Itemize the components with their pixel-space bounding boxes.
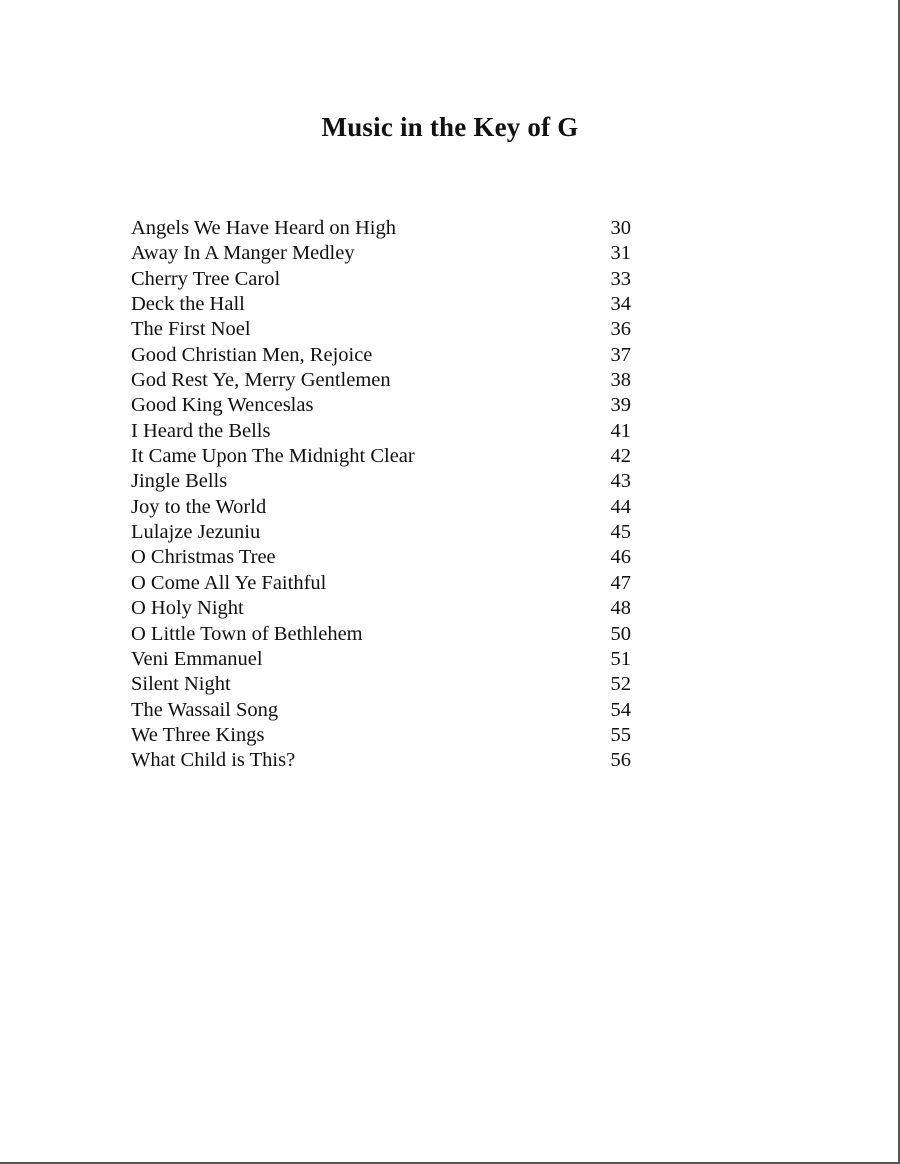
toc-entry-title: Silent Night	[131, 673, 231, 696]
toc-entry	[131, 596, 631, 621]
toc-entry-title: Good King Wenceslas	[131, 394, 314, 417]
toc-entry	[131, 545, 631, 570]
toc-entry	[131, 267, 631, 292]
page-title: Music in the Key of G	[321, 112, 579, 142]
toc-entry-page: 43	[610, 470, 631, 493]
toc-entry-page: 48	[610, 597, 631, 620]
toc-entry-title: Veni Emmanuel	[131, 647, 263, 670]
toc-entry-title: We Three Kings	[131, 723, 265, 746]
toc-entry	[131, 368, 631, 393]
toc-entry-page: 52	[610, 673, 631, 696]
toc-entry-page: 34	[610, 293, 631, 316]
toc-entry-title: I Heard the Bells	[131, 419, 271, 442]
toc-entry-page: 37	[610, 343, 631, 366]
toc-entry	[131, 571, 631, 596]
toc-entry-title: Away In A Manger Medley	[131, 242, 355, 265]
toc-entry-title: Angels We Have Heard on High	[131, 217, 396, 239]
toc-entry-page: 45	[610, 521, 631, 544]
toc-entry	[131, 241, 631, 266]
toc-entry	[131, 723, 631, 748]
toc-entry-page: 30	[610, 217, 631, 239]
toc-entry-title: What Child is This?	[131, 749, 296, 772]
toc-entry-page: 42	[610, 445, 631, 468]
toc-entry	[131, 444, 631, 469]
toc-entry	[131, 698, 631, 723]
toc-entry-page: 54	[610, 698, 631, 721]
toc-entry	[131, 672, 631, 697]
toc-entry-title: God Rest Ye, Merry Gentlemen	[131, 369, 391, 392]
toc-entry-page: 39	[610, 394, 631, 417]
toc-entry-page: 47	[610, 571, 631, 594]
toc-entry-title: Joy to the World	[131, 495, 267, 518]
toc-entry-page: 51	[610, 647, 631, 670]
toc-entry	[131, 647, 631, 672]
toc-entry	[131, 317, 631, 342]
table-of-contents	[131, 216, 631, 774]
toc-entry-title: O Christmas Tree	[131, 546, 276, 569]
toc-entry-title: Cherry Tree Carol	[131, 267, 281, 290]
toc-entry-title: The Wassail Song	[131, 698, 279, 721]
toc-entry-page: 38	[610, 369, 631, 392]
toc-entry-title: O Holy Night	[131, 597, 244, 620]
toc-entry-page: 31	[610, 242, 631, 265]
toc-entry-page: 36	[610, 318, 631, 341]
toc-entry	[131, 393, 631, 418]
toc-entry-title: It Came Upon The Midnight Clear	[131, 445, 415, 468]
toc-entry-title: Deck the Hall	[131, 293, 245, 316]
toc-entry	[131, 292, 631, 317]
toc-entry-page: 56	[610, 749, 631, 772]
toc-entry	[131, 343, 631, 368]
toc-entry	[131, 622, 631, 647]
toc-entry-title: O Little Town of Bethlehem	[131, 622, 363, 645]
toc-entry-title: O Come All Ye Faithful	[131, 571, 327, 594]
toc-entry-title: Good Christian Men, Rejoice	[131, 343, 373, 366]
toc-entry	[131, 469, 631, 494]
toc-entry	[131, 419, 631, 444]
toc-entry-title: The First Noel	[131, 318, 251, 341]
toc-entry-page: 41	[610, 419, 631, 442]
toc-entry-page: 33	[610, 267, 631, 290]
toc-entry-page: 44	[610, 495, 631, 518]
toc-entry-title: Jingle Bells	[131, 470, 228, 493]
toc-entry-page: 55	[610, 723, 631, 746]
toc-entry	[131, 520, 631, 545]
toc-entry	[131, 216, 631, 241]
toc-entry	[131, 495, 631, 520]
toc-entry	[131, 748, 631, 773]
toc-entry-title: Lulajze Jezuniu	[131, 521, 261, 544]
toc-entry-page: 50	[610, 622, 631, 645]
toc-entry-page: 46	[610, 546, 631, 569]
